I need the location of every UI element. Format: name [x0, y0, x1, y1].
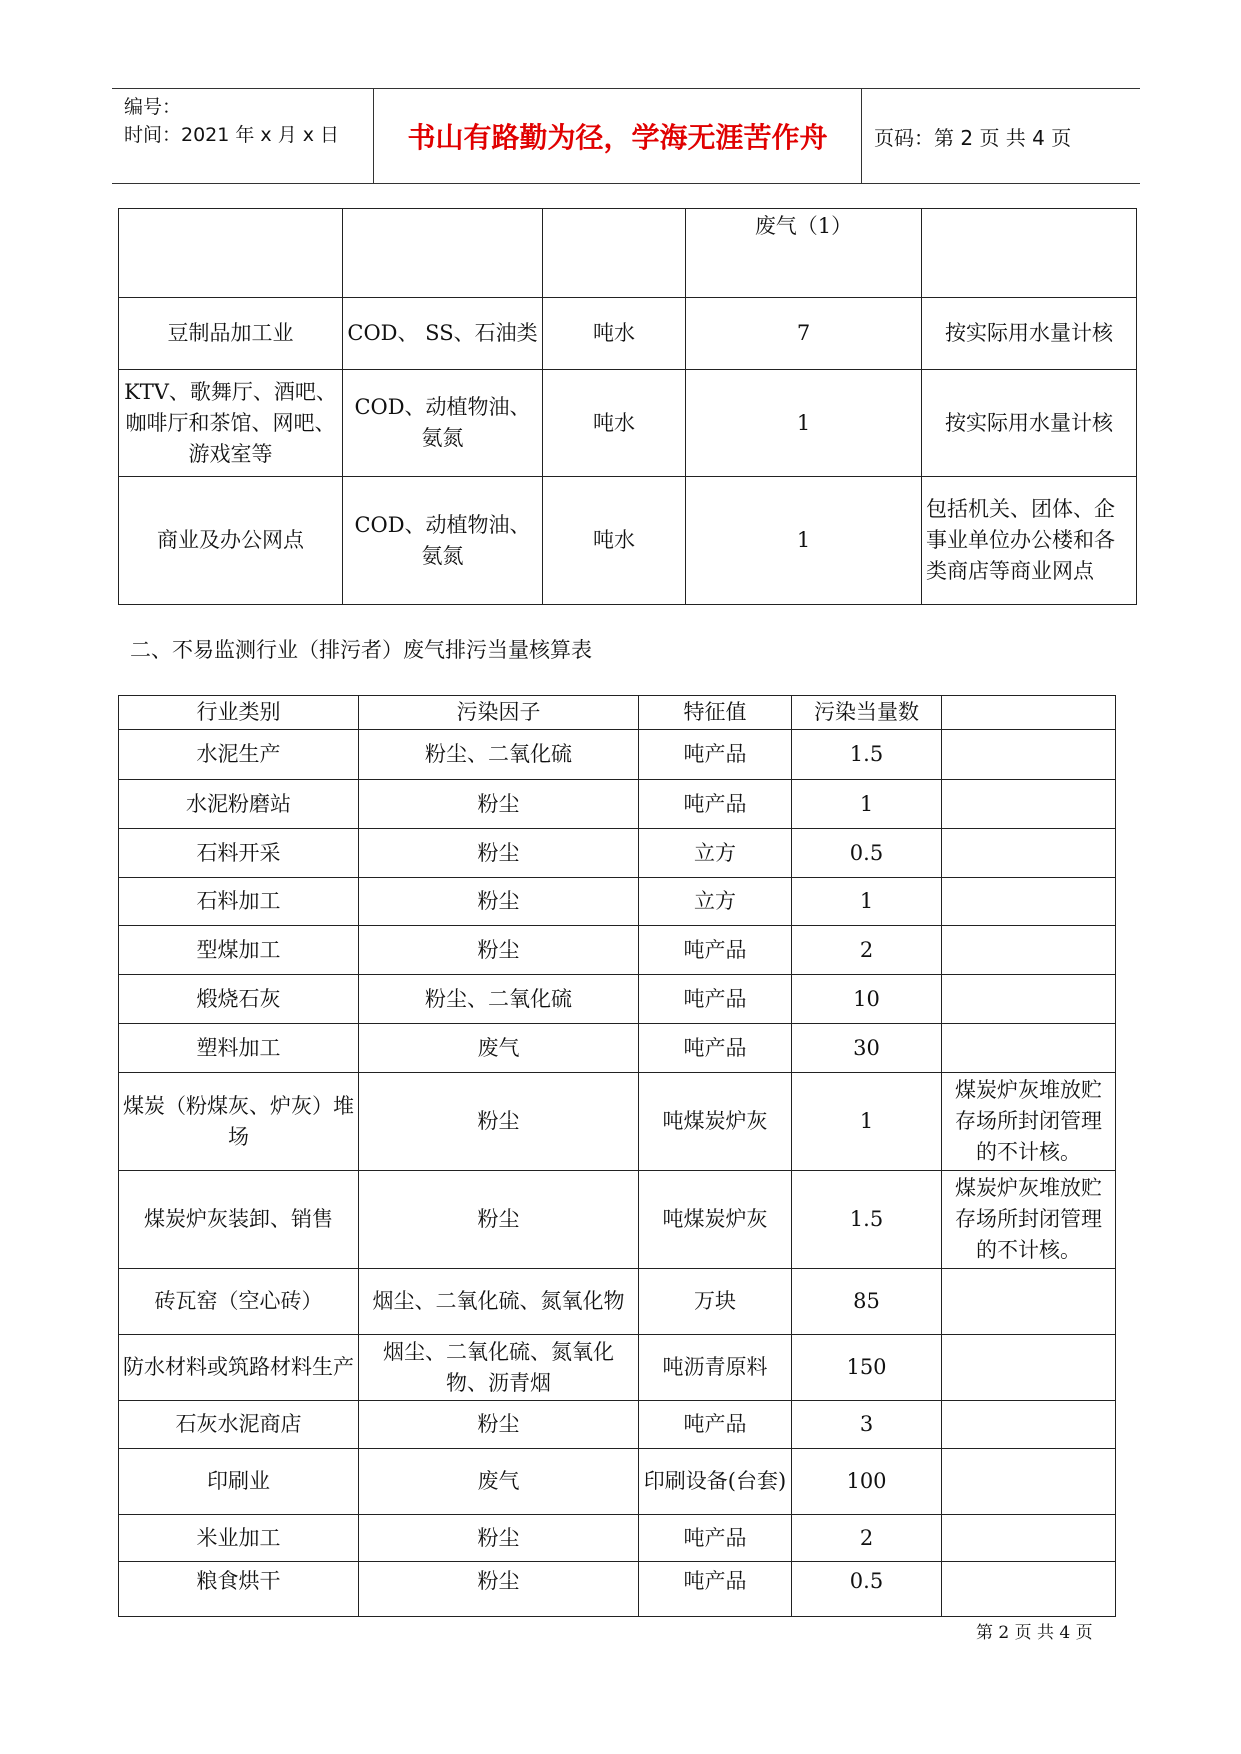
factor-cell: COD、动植物油、氨氮	[343, 477, 543, 605]
header-motto: 书山有路勤为径，学海无涯苦作舟	[374, 89, 862, 183]
industry-cell: 石灰水泥商店	[119, 1401, 359, 1449]
note-cell	[942, 1335, 1116, 1401]
factor-cell: 粉尘	[359, 829, 639, 878]
value-cell: 7	[686, 298, 922, 370]
note-cell	[942, 1269, 1116, 1335]
table-row	[119, 926, 1116, 975]
industry-cell: 塑料加工	[119, 1024, 359, 1073]
value-cell: 1	[792, 878, 942, 926]
industry-cell: KTV、歌舞厅、酒吧、咖啡厅和茶馆、网吧、游戏室等	[119, 370, 343, 477]
table-row	[119, 1515, 1116, 1562]
value-cell: 0.5	[792, 829, 942, 878]
unit-cell: 吨产品	[639, 1024, 792, 1073]
column-header: 污染当量数	[792, 696, 942, 730]
unit-cell: 立方	[639, 829, 792, 878]
note-cell	[942, 975, 1116, 1024]
table-cell: 废气（1）	[686, 209, 922, 298]
value-cell: 1	[792, 780, 942, 829]
note-cell	[942, 730, 1116, 780]
table-row	[119, 1449, 1116, 1515]
note-cell	[942, 878, 1116, 926]
note-cell	[942, 1449, 1116, 1515]
unit-cell: 吨煤炭炉灰	[639, 1073, 792, 1171]
table-header-row	[119, 696, 1116, 730]
note-cell: 包括机关、团体、企事业单位办公楼和各类商店等商业网点	[922, 477, 1137, 605]
exhaust-equivalent-table	[118, 695, 1116, 1617]
table-row	[119, 829, 1116, 878]
note-cell	[942, 1024, 1116, 1073]
table-row	[119, 975, 1116, 1024]
factor-cell: 粉尘、二氧化硫	[359, 730, 639, 780]
table-row	[119, 1171, 1116, 1269]
industry-cell: 印刷业	[119, 1449, 359, 1515]
table-cell	[543, 209, 686, 298]
table-row	[119, 1269, 1116, 1335]
note-cell: 按实际用水量计核	[922, 370, 1137, 477]
industry-cell: 煤炭炉灰装卸、销售	[119, 1171, 359, 1269]
unit-cell: 吨水	[543, 370, 686, 477]
factor-cell: 烟尘、二氧化硫、氮氧化物、沥青烟	[359, 1335, 639, 1401]
value-cell: 1.5	[792, 730, 942, 780]
industry-cell: 水泥生产	[119, 730, 359, 780]
document-number-label: 编号：	[124, 96, 182, 118]
table-row	[119, 209, 1137, 298]
note-cell: 煤炭炉灰堆放贮存场所封闭管理的不计核。	[942, 1171, 1116, 1269]
industry-cell: 型煤加工	[119, 926, 359, 975]
industry-cell: 豆制品加工业	[119, 298, 343, 370]
value-cell: 85	[792, 1269, 942, 1335]
header-meta	[112, 89, 374, 183]
table-row	[119, 1335, 1116, 1401]
factor-cell: 废气	[359, 1449, 639, 1515]
value-cell: 10	[792, 975, 942, 1024]
industry-cell: 商业及办公网点	[119, 477, 343, 605]
note-cell	[942, 1515, 1116, 1562]
unit-cell: 立方	[639, 878, 792, 926]
unit-cell: 吨水	[543, 298, 686, 370]
factor-cell: 粉尘	[359, 926, 639, 975]
factor-cell: COD、动植物油、氨氮	[343, 370, 543, 477]
table-row	[119, 1401, 1116, 1449]
factor-cell: 烟尘、二氧化硫、氮氧化物	[359, 1269, 639, 1335]
factor-cell: COD、 SS、石油类	[343, 298, 543, 370]
wastewater-equivalent-table	[118, 208, 1137, 605]
unit-cell: 吨产品	[639, 780, 792, 829]
table-row	[119, 298, 1137, 370]
value-cell: 3	[792, 1401, 942, 1449]
unit-cell: 吨煤炭炉灰	[639, 1171, 792, 1269]
note-cell: 煤炭炉灰堆放贮存场所封闭管理的不计核。	[942, 1073, 1116, 1171]
industry-cell: 煅烧石灰	[119, 975, 359, 1024]
note-cell	[942, 829, 1116, 878]
factor-cell: 粉尘	[359, 1171, 639, 1269]
factor-cell: 粉尘	[359, 780, 639, 829]
value-cell: 150	[792, 1335, 942, 1401]
table-row	[119, 730, 1116, 780]
industry-cell: 石料开采	[119, 829, 359, 878]
factor-cell: 粉尘	[359, 1562, 639, 1617]
unit-cell: 吨产品	[639, 1515, 792, 1562]
industry-cell: 米业加工	[119, 1515, 359, 1562]
unit-cell: 吨产品	[639, 730, 792, 780]
table-row	[119, 1073, 1116, 1171]
value-cell: 1.5	[792, 1171, 942, 1269]
industry-cell: 砖瓦窑（空心砖）	[119, 1269, 359, 1335]
industry-cell: 石料加工	[119, 878, 359, 926]
unit-cell: 吨产品	[639, 1401, 792, 1449]
unit-cell: 万块	[639, 1269, 792, 1335]
unit-cell: 印刷设备(台套)	[639, 1449, 792, 1515]
page-header	[112, 88, 1140, 184]
section-title: 二、不易监测行业（排污者）废气排污当量核算表	[130, 638, 592, 662]
column-header: 行业类别	[119, 696, 359, 730]
value-cell: 2	[792, 1515, 942, 1562]
factor-cell: 粉尘	[359, 1515, 639, 1562]
table-row	[119, 370, 1137, 477]
value-cell: 30	[792, 1024, 942, 1073]
industry-cell: 粮食烘干	[119, 1562, 359, 1617]
factor-cell: 粉尘、二氧化硫	[359, 975, 639, 1024]
factor-cell: 粉尘	[359, 1401, 639, 1449]
unit-cell: 吨产品	[639, 1562, 792, 1617]
note-cell	[942, 780, 1116, 829]
table-row	[119, 780, 1116, 829]
unit-cell: 吨产品	[639, 926, 792, 975]
note-cell	[942, 1401, 1116, 1449]
column-header: 特征值	[639, 696, 792, 730]
industry-cell: 煤炭（粉煤灰、炉灰）堆场	[119, 1073, 359, 1171]
table-cell	[119, 209, 343, 298]
unit-cell: 吨水	[543, 477, 686, 605]
factor-cell: 粉尘	[359, 1073, 639, 1171]
column-header: 污染因子	[359, 696, 639, 730]
value-cell: 100	[792, 1449, 942, 1515]
value-cell: 0.5	[792, 1562, 942, 1617]
page-footer: 第 2 页 共 4 页	[976, 1623, 1093, 1643]
table-row	[119, 1024, 1116, 1073]
factor-cell: 粉尘	[359, 878, 639, 926]
value-cell: 2	[792, 926, 942, 975]
table-row	[119, 878, 1116, 926]
factor-cell: 废气	[359, 1024, 639, 1073]
value-cell: 1	[686, 477, 922, 605]
header-page-number: 页码：第 2 页 共 4 页	[874, 125, 1072, 150]
value-cell: 1	[686, 370, 922, 477]
note-cell: 按实际用水量计核	[922, 298, 1137, 370]
note-cell	[942, 1562, 1116, 1617]
unit-cell: 吨沥青原料	[639, 1335, 792, 1401]
document-date: 时间：2021 年 x 月 x 日	[124, 124, 340, 146]
table-cell	[922, 209, 1137, 298]
column-header	[942, 696, 1116, 730]
unit-cell: 吨产品	[639, 975, 792, 1024]
industry-cell: 水泥粉磨站	[119, 780, 359, 829]
table-row	[119, 477, 1137, 605]
value-cell: 1	[792, 1073, 942, 1171]
note-cell	[942, 926, 1116, 975]
table-row	[119, 1562, 1116, 1617]
table-cell	[343, 209, 543, 298]
industry-cell: 防水材料或筑路材料生产	[119, 1335, 359, 1401]
